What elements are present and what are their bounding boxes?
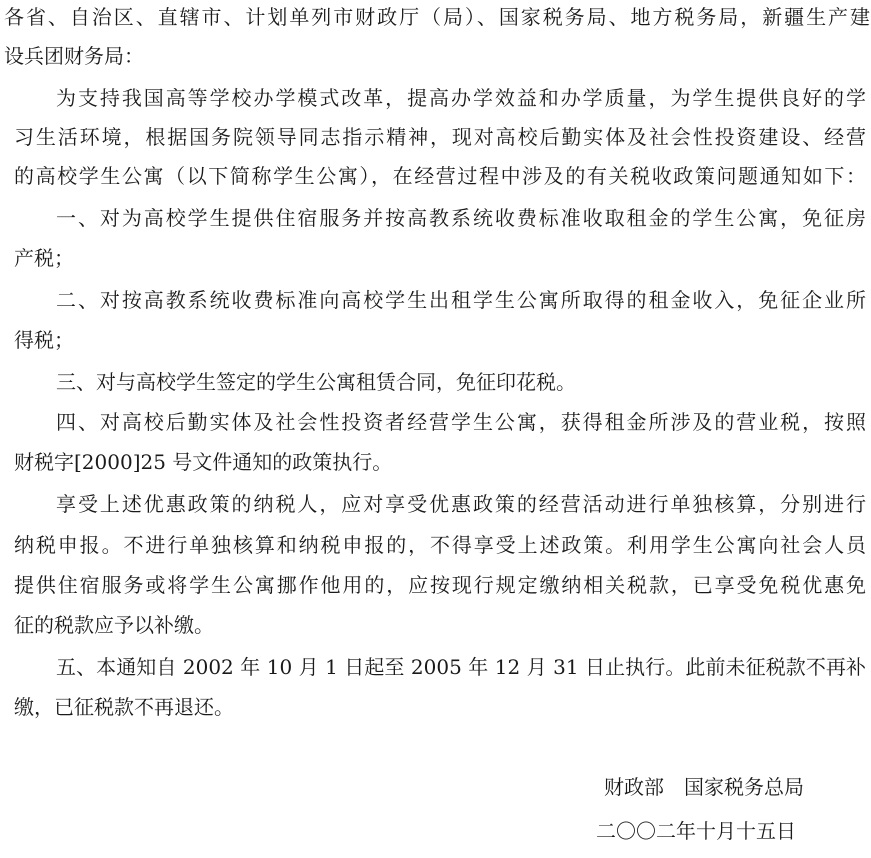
issue-date: 二〇〇二年十月十五日	[596, 819, 796, 843]
item-3-line-1: 三、对与高校学生签定的学生公寓租赁合同，免征印花税。	[56, 370, 576, 394]
intro-line-3: 的高校学生公寓（以下简称学生公寓），在经营过程中涉及的有关税收政策问题通知如下：	[14, 164, 866, 188]
item-5-line-1: 五、本通知自 2002 年 10 月 1 日起至 2005 年 12 月 31 日止执行。此前未征税款不再补	[56, 655, 866, 679]
note-line-4: 征的税款应予以补缴。	[14, 613, 214, 637]
item-1-line-1: 一、对为高校学生提供住宿服务并按高教系统收费标准收取租金的学生公寓，免征房	[56, 206, 866, 230]
note-line-1: 享受上述优惠政策的纳税人，应对享受优惠政策的经营活动进行单独核算，分别进行	[56, 492, 866, 516]
issuing-authorities: 财政部 国家税务总局	[604, 775, 804, 799]
note-line-2: 纳税申报。不进行单独核算和纳税申报的，不得享受上述政策。利用学生公寓向社会人员	[14, 533, 866, 557]
intro-line-2: 习生活环境，根据国务院领导同志指示精神，现对高校后勤实体及社会性投资建设、经营	[14, 125, 866, 149]
item-4-line-2: 财税字[2000]25 号文件通知的政策执行。	[14, 450, 393, 474]
note-line-3: 提供住宿服务或将学生公寓挪作他用的，应按现行规定缴纳相关税款，已享受免税优惠免	[14, 573, 866, 597]
intro-line-1: 为支持我国高等学校办学模式改革，提高办学效益和办学质量，为学生提供良好的学	[56, 86, 866, 110]
item-1-line-2: 产税；	[14, 246, 74, 270]
addressee-line-1: 各省、自治区、直辖市、计划单列市财政厅（局）、国家税务局、地方税务局，新疆生产建	[4, 5, 870, 29]
addressee-line-2: 设兵团财务局：	[4, 44, 144, 68]
item-2-line-2: 得税；	[14, 328, 74, 352]
item-5-line-2: 缴，已征税款不再退还。	[14, 695, 234, 719]
item-2-line-1: 二、对按高教系统收费标准向高校学生出租学生公寓所取得的租金收入，免征企业所	[56, 288, 866, 312]
item-4-line-1: 四、对高校后勤实体及社会性投资者经营学生公寓，获得租金所涉及的营业税，按照	[56, 410, 866, 434]
